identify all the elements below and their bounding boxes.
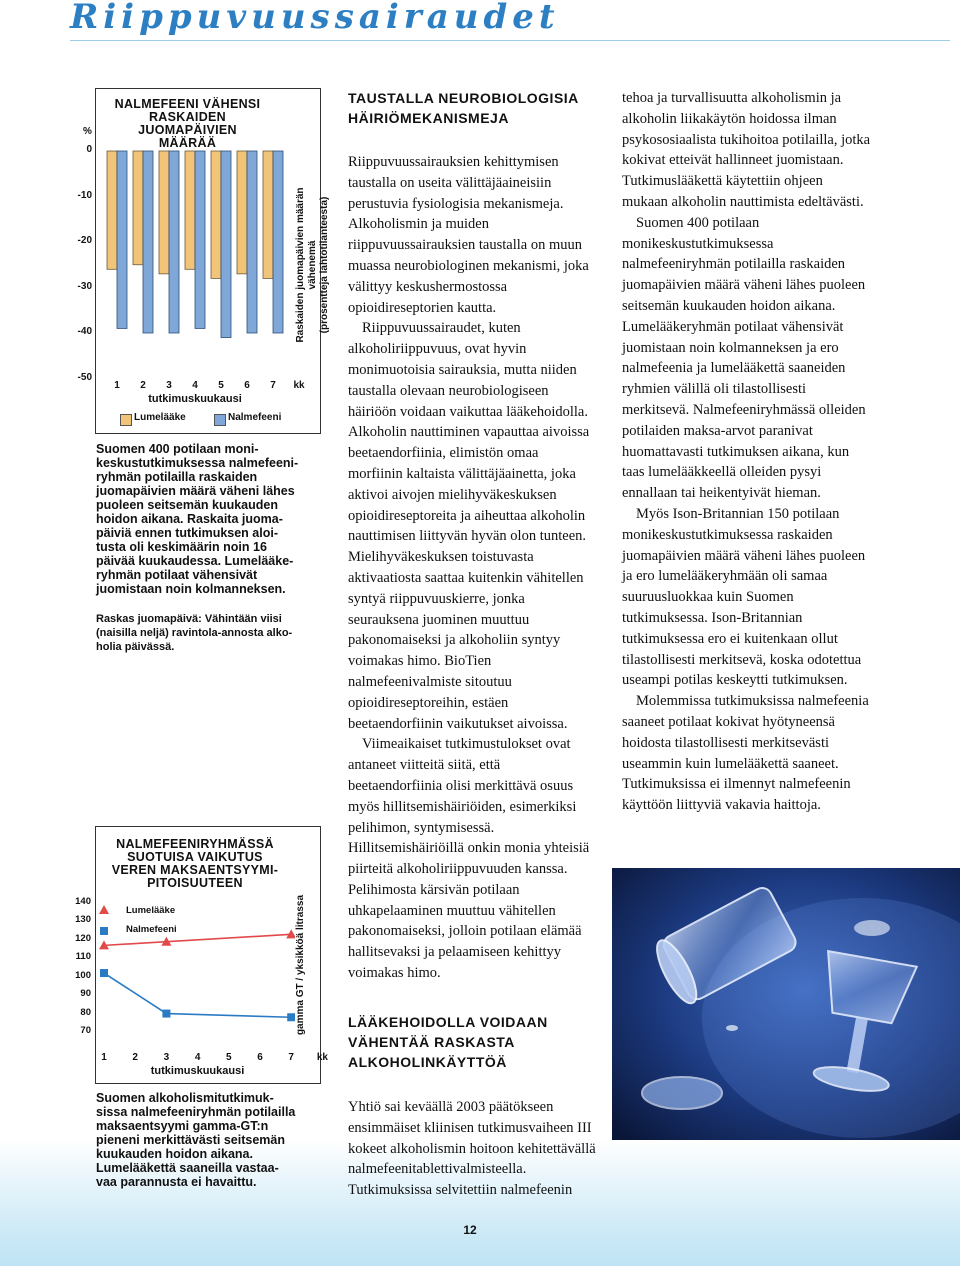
chart-2-title-line: NALMEFEENIRYHMÄSSÄ [116, 837, 274, 851]
chart-1-x-tick-label: 2 [140, 380, 146, 391]
chart-2-x-tick-label: 1 [101, 1052, 107, 1063]
article-column-3 [622, 88, 872, 816]
caption-line: maksaentsyymi gamma-GT:n [96, 1119, 269, 1133]
point-nalmefene-month-1 [100, 969, 108, 977]
chart-2-title-line: VEREN MAKSAENTSYYMI- [111, 863, 279, 877]
paragraph: Molemmissa tutkimuksissa nalmefeenia saaneet potilaat kokivat hyötyneensä hoidosta tilastollisesti merkitsevästi useammin kuin lumelääkettä saaneet. Tutkimuksissa ei ilmennyt nalmefeenin käyttöön liittyviä vakavia haittoja. [622, 693, 869, 814]
chart-2-x-tick-label: 6 [257, 1052, 263, 1063]
chart-2-title [100, 838, 290, 890]
chart-2-x-tick-label: 7 [288, 1052, 294, 1063]
caption-line: päivää kuukaudessa. Lumelääke- [96, 554, 294, 568]
chart-2-plot [95, 895, 295, 1045]
section-heading-1 [348, 88, 608, 128]
point-nalmefene-month-3 [162, 1010, 170, 1018]
chart-1-y-tick-label: -50 [77, 371, 92, 383]
caption-line: hoidon aikana. Raskaita juoma- [96, 512, 283, 526]
chart-1-x-tick-label: 7 [270, 380, 276, 391]
legend-swatch-nalmefene [214, 414, 226, 426]
chart-1-y-label-line: (prosentteja lähtötilanteesta) [319, 196, 330, 334]
chart-2-caption [96, 1091, 316, 1189]
heavy-drinking-day-note [96, 612, 316, 654]
bar-placebo-month-4 [185, 151, 195, 269]
note-line: Raskas juomapäivä: Vähintään viisi [96, 613, 282, 625]
heading-line: VÄHENTÄÄ RASKASTA [348, 1034, 515, 1050]
caption-line: ryhmän potilailla raskaiden [96, 470, 258, 484]
point-nalmefene-month-7 [287, 1013, 295, 1021]
caption-line: ryhmän potilaat vähensivät [96, 568, 258, 582]
bar-placebo-month-5 [211, 151, 221, 278]
paragraph: tehoa ja turvallisuutta alkoholismin ja alkoholin liikakäytön hoidossa ilman psykososiaalista tukihoitoa potilailla, jotka kokivat etteivät hallinneet juomistaan. Tutkimuslääkettä käytettiin ohjeen mukaan alkoholin nauttimista edeltävästi. [622, 90, 871, 210]
heading-line: LÄÄKEHOIDOLLA VOIDAAN [348, 1014, 548, 1030]
chart-2-y-tick-label: 140 [75, 896, 91, 907]
chart-2-y-tick-label: 90 [80, 988, 91, 1000]
chart-1-x-tick-label: 4 [192, 380, 198, 391]
chart-1-y-unit: % [83, 126, 92, 137]
heading-line: TAUSTALLA NEUROBIOLOGISIA [348, 90, 579, 106]
chart-1-title-line: RASKAIDEN JUOMAPÄIVIEN [138, 110, 237, 137]
bar-placebo-month-6 [237, 151, 247, 274]
paragraph: Yhtiö sai keväällä 2003 päätökseen ensimmäiset kliinisen tutkimusvaiheen III kokeet alkoholismin hoitoon kehitettävällä nalmefeenitablettivalmisteella. Tutkimuksissa selvitettiin nalmefeenin [348, 1099, 596, 1199]
caption-line: tusta oli keskimäärin noin 16 [96, 540, 267, 554]
paragraph: Viimeaikaiset tutkimustulokset ovat antaneet viitteitä siitä, että beetaendorfiinia olisi merkittävä osuus myös hillitsemishäiriöiden, esimerkiksi pelihimon, syntymisessä. Hillitsemishäiriöillä onkin monia yhteisiä piirteitä alkoholiriippuvuuden kanssa. Pelihimosta kärsivän potilaan uhkapelaaminen muuttuu vähitellen pakonomaiseksi, jolloin potilaan elämää hallitsevaksi ja pelaamiseen kehittyy voimakas himo. [348, 736, 590, 982]
bar-placebo-month-3 [159, 151, 169, 274]
chart-1-legend [120, 412, 310, 426]
chart-2-x-tick-label: 5 [226, 1052, 232, 1063]
chart-2-y-tick-label: 120 [75, 932, 91, 944]
caption-line: vaa parannusta ei havaittu. [96, 1175, 257, 1189]
paragraph: Riippuvuussairaudet, kuten alkoholiriippuvuus, ovat hyvin monimuotoisia sairauksia, mutta niiden taustalla olevaan neurobiologiseen häiriöön voidaan vaikuttaa lääkehoidolla. Alkoholin nauttiminen vapauttaa aivoissa beetaendorfiinia, elimistön omaa morfiinin kaltaista välittäjäainetta, joka aktivoi aivojen mielihyväkeskuksen opioidireseptoreita ja aiheuttaa alkoholin nauttimisen liittyvän hyvän olon tunteen. Mielihyväkeskuksen toistuvasta aktivaatiosta saattaa kuitenkin vähitellen syntyä riippuvuuskierre, jonka seurauksena juominen muuttuu pakonomaiseksi ja alkoholiin syntyy voimakas himo. BioTien nalmefeenivalmiste sitoutuu opioidireseptoreihin, estäen beetaendorfiinin vaikutukset aivoissa. [348, 320, 590, 732]
chart-2-y-tick-label: 100 [75, 969, 91, 981]
chart-1-y-tick-label: 0 [86, 144, 92, 155]
chart-1-x-tick-label: kk [293, 380, 305, 391]
legend-label-nalmefene: Nalmefeeni [228, 412, 282, 423]
caption-line: keskustutkimuksessa nalmefeeni- [96, 456, 299, 470]
chart-1-x-label: tutkimuskuukausi [148, 393, 242, 405]
section-heading-2 [348, 1012, 608, 1072]
caption-line: pieneni merkittävästi seitsemän [96, 1133, 285, 1147]
bar-nalmefene-month-6 [247, 151, 257, 333]
chart-2-x-tick-label: 3 [163, 1052, 170, 1063]
caption-line: Suomen 400 potilaan moni- [96, 442, 259, 456]
chart-1-y-tick-label: -20 [77, 235, 92, 246]
paragraph: Myös Ison-Britannian 150 potilaan monikeskustutkimuksessa raskaiden juomapäivien määrä väheni lähes puoleen ja ero lumelääkeryhmään oli samaa suuruusluokkaa kuin Suomen tutkimuksessa. Ison-Britannian tutkimuksessa ero ei kuitenkaan ollut tilastollisesti merkitsevä, koska odotettua useampi potilas keskeytti tutkimuksen. [622, 505, 866, 689]
chart-1-title-line: MÄÄRÄÄ [158, 136, 217, 150]
paragraph: Riippuvuussairauksien kehittymisen taustalla on useita välittäjäaineisiin perustuvia fysiologisia mekanismeja. Alkoholismin ja muiden riippuvuussairauksien taustalla on muun muassa neurobiologinen mekanismi, joka välittyy keskushermostossa opioidireseptorien kautta. [348, 154, 589, 316]
chart-2-x-tick-label: 2 [132, 1052, 138, 1063]
caption-line: puoleen seitsemän kuukauden [96, 498, 278, 512]
chart-1-title-line: NALMEFEENI VÄHENSI [114, 97, 261, 111]
chart-1-plot [95, 140, 285, 380]
bar-nalmefene-month-1 [117, 151, 127, 328]
legend-marker-placebo [99, 905, 109, 914]
caption-line: Suomen alkoholismitutkimuk- [96, 1091, 274, 1105]
chart-2-x-tick-label: kk [316, 1052, 328, 1063]
chart-1-x-tick-label: 3 [166, 380, 172, 391]
bar-nalmefene-month-2 [143, 151, 153, 333]
caption-line: Lumelääkettä saaneilla vastaa- [96, 1161, 279, 1175]
heading-line: ALKOHOLINKÄYTTÖÄ [348, 1054, 507, 1070]
page-number: 12 [463, 1223, 477, 1237]
chart-1-y-label [295, 165, 330, 365]
article-column-2 [348, 152, 596, 984]
note-line: (naisilla neljä) ravintola-annosta alko- [96, 627, 293, 639]
bar-placebo-month-2 [133, 151, 143, 265]
page-header-title: Riippuvuussairaudet [70, 0, 560, 37]
legend-label-placebo: Lumelääke [134, 412, 186, 423]
chart-1-caption [96, 442, 316, 596]
bar-nalmefene-month-5 [221, 151, 231, 338]
heading-line: HÄIRIÖMEKANISMEJA [348, 110, 509, 126]
glasses-photo-icon [612, 868, 960, 1140]
note-line: holia päivässä. [96, 641, 175, 653]
line-placebo [104, 934, 291, 945]
article-column-2-bottom [348, 1097, 596, 1201]
legend-marker-nalmefene [100, 927, 108, 935]
header-rule [70, 40, 950, 41]
chart-2-x-tick-label: 4 [194, 1052, 201, 1063]
chart-1-y-tick-label: -40 [77, 326, 92, 337]
bar-nalmefene-month-4 [195, 151, 205, 328]
chart-2-title-line: SUOTUISA VAIKUTUS [127, 850, 263, 864]
glasses-photo [612, 868, 960, 1140]
chart-2-y-tick-label: 110 [75, 951, 91, 963]
bar-placebo-month-7 [263, 151, 273, 278]
bar-placebo-month-1 [107, 151, 117, 269]
legend-swatch-placebo [120, 414, 132, 426]
chart-1-y-label-line: Raskaiden juomapäivien määrän vähenemä [295, 187, 318, 343]
chart-2-x-label: tutkimuskuukausi [150, 1065, 245, 1077]
bar-nalmefene-month-7 [273, 151, 283, 333]
caption-line: sissa nalmefeeniryhmän potilailla [96, 1105, 296, 1119]
chart-2-title-line: PITOISUUTEEN [147, 876, 243, 890]
legend-label-placebo: Lumelääke [126, 905, 176, 916]
chart-2-y-tick-label: 70 [80, 1025, 91, 1036]
chart-2-y-tick-label: 130 [75, 914, 91, 926]
chart-1-x-tick-label: 5 [218, 380, 224, 391]
chart-2-y-label: gamma GT / yksikköä litrassa [295, 894, 306, 1036]
caption-line: kuukauden hoidon aikana. [96, 1147, 253, 1161]
chart-2-y-tick-label: 80 [80, 1006, 91, 1018]
caption-line: päiviä ennen tutkimuksen aloi- [96, 526, 278, 540]
chart-1-y-tick-label: -10 [77, 189, 92, 201]
paragraph: Suomen 400 potilaan monikeskustutkimuksessa nalmefeeniryhmän potilailla raskaiden juomapäivien määrä väheni lähes puoleen seitsemän kuukauden hoidon aikana. Lumelääkeryhmän potilaat vähensivät juomistaan noin kolmanneksen ja ero nalmefeenia ja lumelääkettä saaneiden ryhmien välillä oli tilastollisesti merkitsevä. Nalmefeeniryhmässä olleiden potilaiden maksa-arvot paranivat huomattavasti tutkimuksen aikana, kun taas lumelääkkeellä olleiden pysyi ennallaan tai heikentyivät hieman. [622, 214, 866, 502]
legend-label-nalmefene: Nalmefeeni [126, 924, 177, 935]
bar-nalmefene-month-3 [169, 151, 179, 333]
line-nalmefene [104, 973, 291, 1017]
caption-line: juomistaan noin kolmanneksen. [96, 582, 286, 596]
caption-line: juomapäivien määrä väheni lähes [96, 484, 295, 498]
chart-1-x-tick-label: 6 [244, 380, 250, 391]
chart-1-x-tick-label: 1 [114, 380, 120, 391]
chart-1-y-tick-label: -30 [77, 280, 92, 292]
